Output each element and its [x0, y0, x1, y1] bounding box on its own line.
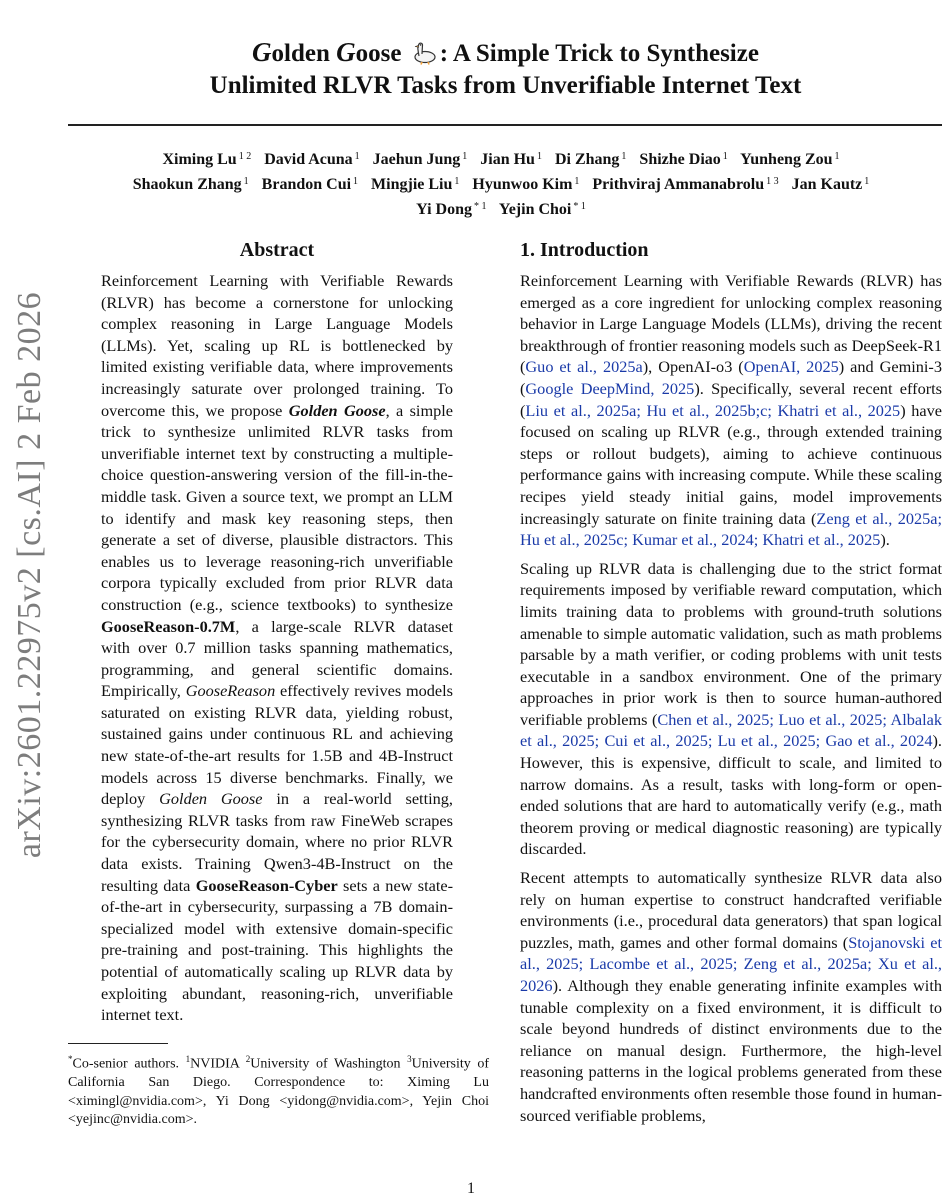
author: [264, 151, 368, 168]
title-line2: Unlimited RLVR Tasks from Unverifiable Internet Text: [209, 72, 802, 99]
intro-p3-text-a: Recent attempts to automatically synthesize RLVR data also rely on human expertise to construct handcrafted verifiable environments (i.e., procedural data generators) that span logical puzzles, math, games and other formal domains (: [520, 868, 942, 952]
footnote-marker-star: *: [68, 1054, 73, 1064]
author-name: Jian Hu: [480, 151, 535, 168]
goose-icon: [410, 41, 438, 65]
intro-p2-text-a: Scaling up RLVR data is challenging due to the strict format requirements imposed by verifiable reward computation, which limits training data to problems with ground-truth solutions amenable to simple automatic validation, such as math problems parsable by a math verifier, or coding problems with unit tests executable in a sandbox environment. One of the primary approaches in prior work is then to source human-authored verifiable problems (: [520, 558, 942, 729]
dataset-name-goosereason-cyber: GooseReason-Cyber: [195, 875, 338, 895]
author-affiliation-marker: 1: [354, 151, 360, 162]
footnote-text-3: University of Washington: [250, 1056, 408, 1072]
author-name: Jaehun Jung: [372, 151, 461, 168]
intro-p1-text-a: Reinforcement Learning with Verifiable Rewards (RLVR) has emerged as a core ingredient for unlocking complex reasoning behavior in Large Language Models (LLMs), driving the recent breakthrough of frontier reasoning models such as DeepSeek-R1 (: [520, 271, 942, 377]
intro-p1-text-c: ) and Gemini-3 (: [520, 357, 942, 398]
title-fancy-g-2: G: [336, 37, 356, 67]
author: [162, 151, 260, 168]
intro-p1-text-e: ) have focused on scaling up RLVR (e.g., through extended training steps or rollout budgets), aiming to achieve continuous performance gains with increasing compute. While these scaling recipes yield steady initial gains, model improvements increasingly saturate on finite training data (: [520, 400, 942, 528]
author: [480, 151, 551, 168]
footnote-rule: [68, 1043, 168, 1044]
footnote-marker-3: 3: [407, 1054, 412, 1064]
author-affiliation-marker: * 1: [474, 201, 487, 212]
introduction-heading: 1. Introduction: [520, 239, 649, 261]
author-name: Jan Kautz: [791, 176, 863, 193]
author: [792, 176, 879, 193]
title-top-rule: [68, 124, 942, 126]
citation-link[interactable]: Chen et al., 2025; Luo et al., 2025; Albalak et al., 2025; Cui et al., 2025; Lu et al., 2025; Gao et al., 2024: [520, 709, 942, 751]
method-name-golden-goose: Golden Goose: [288, 400, 386, 420]
author: [472, 176, 588, 193]
abstract-span-4: effectively revives models saturated on existing RLVR data, yielding robust, sustained gains under continuous RL and achieving new state-of-the-art results for 1.5B and 4B-Instruct models across 15 diverse benchmarks. Finally, we deploy: [101, 681, 453, 809]
author-name: Yunheng Zou: [740, 151, 833, 168]
title-fancy-g-1: G: [252, 37, 272, 67]
footnote-text-2: NVIDIA: [190, 1056, 246, 1072]
citation-link[interactable]: OpenAI, 2025: [743, 357, 839, 377]
author: [639, 151, 736, 168]
author-affiliation-marker: 1: [353, 176, 359, 187]
citation-link[interactable]: Guo et al., 2025a: [525, 357, 643, 377]
intro-paragraph-1: [520, 270, 942, 551]
abstract-heading: Abstract: [239, 239, 315, 261]
abstract-span-3: , a large-scale RLVR dataset with over 0.7 million tasks spanning mathematics, programming, and general scientific domains. Empirically,: [101, 616, 453, 701]
title-line1-suffix: : A Simple Trick to Synthesize: [439, 40, 759, 67]
paper-title: [68, 36, 942, 102]
author: [555, 151, 635, 168]
page-number: 1: [467, 1180, 475, 1197]
author-name: Brandon Cui: [261, 176, 352, 193]
author-name: Prithviraj Ammanabrolu: [592, 176, 765, 193]
author-name: David Acuna: [264, 151, 353, 168]
author-name: Hyunwoo Kim: [472, 176, 573, 193]
author: [133, 176, 258, 193]
footnote-text-4: University of California San Diego. Correspondence to: Ximing Lu <ximingl@nvidia.com>, Yi Dong <yidong@nvidia.com>, Yejin Choi <yejinc@nvidia.com>.: [68, 1056, 490, 1128]
author-affiliation-marker: 1: [574, 176, 580, 187]
author-affiliation-marker: 1 2: [238, 151, 252, 162]
method-name-golden-goose-italic: Golden Goose: [159, 789, 263, 809]
footnote-text-1: Co-senior authors.: [72, 1056, 186, 1072]
abstract-span-5: in a real-world setting, synthesizing RLVR tasks from raw FineWeb scrapes for the cybersecurity domain, where no prior RLVR data exists. Training Qwen3-4B-Instruct on the resulting data: [101, 789, 453, 895]
title-name-part-1: olden: [271, 40, 337, 67]
intro-paragraph-3: [520, 867, 942, 1126]
arxiv-identifier[interactable]: arXiv:2601.22975v2 [cs.AI] 2 Feb 2026: [11, 291, 48, 859]
author-list: [68, 146, 942, 221]
author-affiliation-marker: 1 3: [766, 176, 779, 187]
intro-p1-text-f: ).: [880, 530, 890, 550]
intro-p1-text-b: ), OpenAI-o3 (: [642, 357, 744, 377]
author-affiliation-marker: 1: [536, 151, 542, 162]
intro-p2-text-b: ). However, this is expensive, difficult to scale, and limited to narrow domains. As a result, tasks with long-form or open-ended solutions that are hard to automatically verify (e.g., math theorem proving or medical diagnostic reasoning) are typically discarded.: [520, 731, 942, 859]
title-name-part-2: oose: [355, 40, 402, 67]
citation-link[interactable]: Google DeepMind, 2025: [525, 378, 695, 398]
author: [499, 201, 595, 218]
author-affiliation-marker: 1: [243, 176, 249, 187]
author-affiliation-marker: 1: [462, 151, 468, 162]
author-name: Shizhe Diao: [639, 151, 721, 168]
footnote: [68, 1050, 489, 1130]
author-name: Yi Dong: [416, 201, 472, 218]
left-column: [101, 238, 453, 1026]
author-affiliation-marker: 1: [454, 176, 460, 187]
author: [416, 201, 495, 218]
author-name: Mingjie Liu: [371, 176, 453, 193]
abstract-span-2: , a simple trick to synthesize unlimited RLVR tasks from unverifiable internet text by constructing a multiple-choice question-answering version of the fill-in-the-middle task. Given a source text, we prompt an LLM to identify and mask key reasoning steps, then generate a set of diverse, plausible distractors. This enables us to leverage reasoning-rich unverifiable corpora typically excluded from prior RLVR data construction (e.g., science textbooks) to synthesize: [101, 400, 454, 614]
abstract-span-6: sets a new state-of-the-art in cybersecurity, surpassing a 7B domain-specialized model with extensive domain-specific pre-training and post-training. This highlights the potential of automatically scaling up RLVR data by exploiting abundant, reasoning-rich, unverifiable internet text.: [101, 875, 453, 1025]
intro-p3-text-b: ). Although they enable generating infinite examples with tunable complexity on a fixed environment, it is difficult to scale beyond hundreds of distinct environments due to the reliance on manual design. Furthermore, the high-level reasoning patterns in the logical problems generated from these handcrafted environments often resemble those found in human-sourced verifiable problems,: [520, 976, 942, 1125]
author-name: Di Zhang: [554, 151, 620, 168]
author: [740, 151, 848, 168]
author-affiliation-marker: 1: [864, 176, 870, 187]
author-name: Ximing Lu: [162, 151, 237, 168]
intro-paragraph-2: [520, 558, 942, 860]
footnote-marker-2: 2: [245, 1054, 251, 1064]
abstract-text: [101, 270, 453, 1026]
author-name: Shaokun Zhang: [132, 176, 242, 193]
right-column: [520, 238, 942, 1133]
author-affiliation-marker: 1: [834, 151, 840, 162]
author-name: Yejin Choi: [498, 201, 572, 218]
author-affiliation-marker: 1: [722, 151, 728, 162]
citation-link[interactable]: Liu et al., 2025a; Hu et al., 2025b;c; Khatri et al., 2025: [525, 400, 901, 420]
author: [371, 176, 468, 193]
intro-p1-text-d: ). Specifically, several recent efforts (: [520, 378, 942, 420]
abstract-span-1: Reinforcement Learning with Verifiable Rewards (RLVR) has become a cornerstone for unlocking complex reasoning in Large Language Models (LLMs). Yet, scaling up RL is bottlenecked by limited existing verifiable data, where improvements increasingly saturate over prolonged training. To overcome this, we propose: [101, 271, 453, 420]
dataset-name-goosereason: GooseReason: [185, 681, 276, 701]
author-affiliation-marker: 1: [621, 151, 627, 162]
footnote-marker-1: 1: [185, 1054, 191, 1064]
citation-link[interactable]: Zeng et al., 2025a; Hu et al., 2025c; Kumar et al., 2024; Khatri et al., 2025: [520, 508, 942, 550]
author: [592, 176, 787, 193]
author-affiliation-marker: * 1: [573, 201, 586, 212]
dataset-name-goosereason-0.7m: GooseReason-0.7M: [101, 616, 236, 636]
author: [262, 176, 367, 193]
author: [373, 151, 477, 168]
citation-link[interactable]: Stojanovski et al., 2025; Lacombe et al., 2025; Zeng et al., 2025a; Xu et al., 2026: [520, 932, 942, 995]
